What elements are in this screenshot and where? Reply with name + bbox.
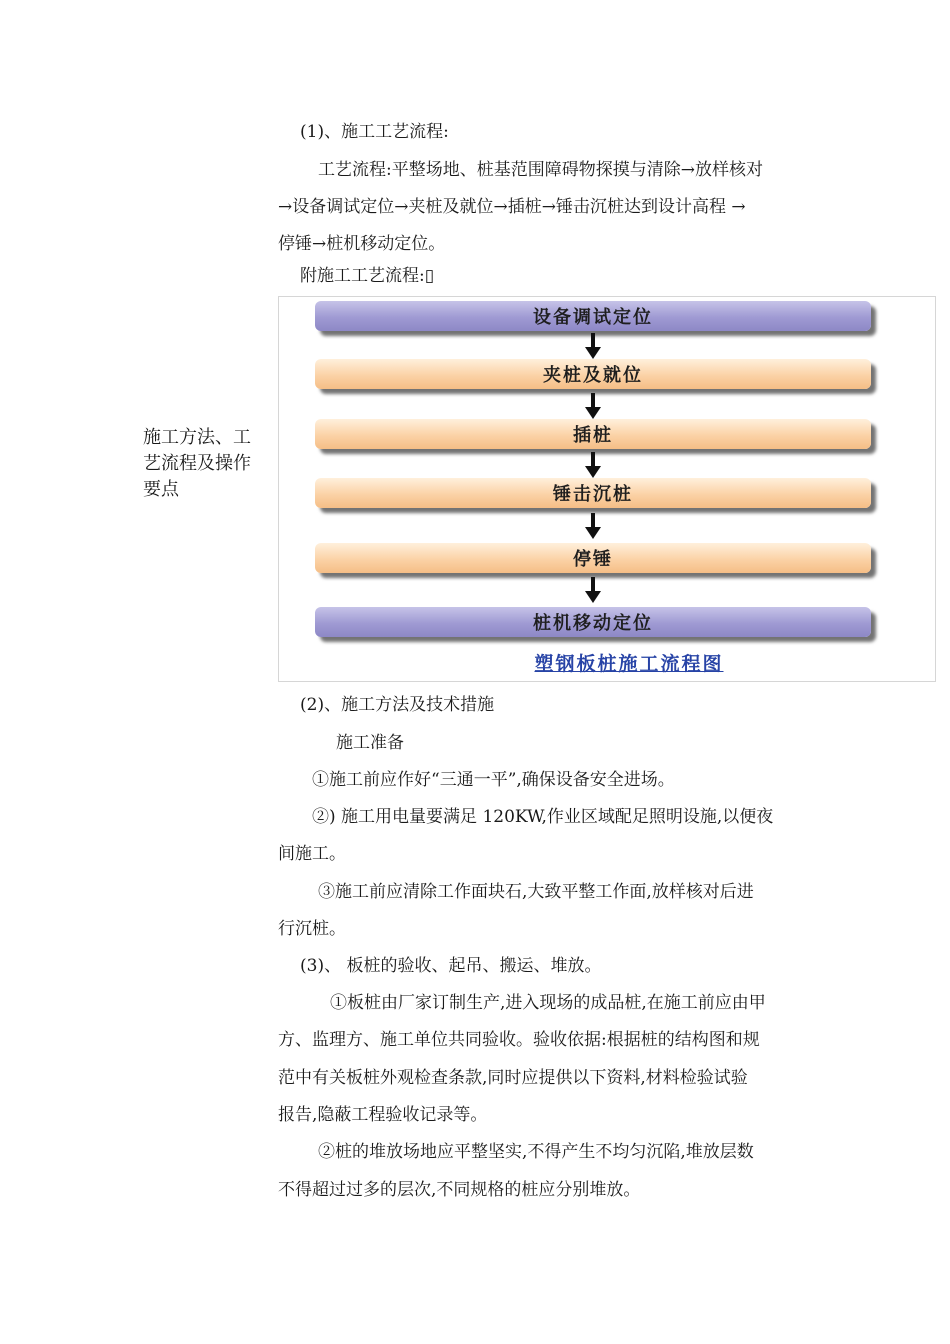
prep-item-2-line2: 间施工。 [278,844,346,864]
flow-arrow-icon [587,577,599,603]
section1-heading: (1)、施工工艺流程: [300,122,449,142]
prep-item-3-line2: 行沉桩。 [278,919,346,939]
section3-heading: (3)、 板桩的验收、起吊、搬运、堆放。 [300,956,602,976]
accept-item-2-line1: ②桩的堆放场地应平整坚实,不得产生不均匀沉陷,堆放层数 [318,1142,754,1162]
prep-item-2-line1: ②) 施工用电量要满足 120KW,作业区域配足照明设施,以便夜 [312,807,774,827]
flow-step-4: 锤击沉桩 [315,478,871,508]
flow-step-2: 夹桩及就位 [315,359,871,389]
accept-item-1-line2: 方、监理方、施工单位共同验收。验收依据:根据桩的结构图和规 [278,1030,760,1050]
flow-arrow-icon [587,393,599,419]
process-line3: 停锤→桩机移动定位。 [278,234,446,254]
flow-arrow-icon [587,333,599,359]
attached-flow-label: 附施工工艺流程:▯ [300,266,435,286]
accept-item-1-line4: 报告,隐蔽工程验收记录等。 [278,1105,488,1125]
process-line1: 工艺流程:平整场地、桩基范围障碍物探摸与清除→放样核对 [318,160,763,180]
accept-item-1-line1: ①板桩由厂家订制生产,进入现场的成品桩,在施工前应由甲 [330,993,766,1013]
flowchart-image [278,296,936,682]
accept-item-1-line3: 范中有关板桩外观检查条款,同时应提供以下资料,材料检验试验 [278,1068,748,1088]
flow-arrow-icon [587,452,599,478]
flow-step-6: 桩机移动定位 [315,607,871,637]
flowchart-caption: 塑钢板桩施工流程图 [534,653,724,675]
flow-arrow-icon [587,513,599,539]
flow-step-3: 插桩 [315,419,871,449]
flow-step-1: 设备调试定位 [315,301,871,331]
prep-item-3-line1: ③施工前应清除工作面块石,大致平整工作面,放样核对后进 [318,882,754,902]
section2-subheading: 施工准备 [336,733,404,753]
prep-item-1: ①施工前应作好“三通一平”,确保设备安全进场。 [312,770,675,790]
accept-item-2-line2: 不得超过过多的层次,不同规格的桩应分别堆放。 [278,1180,641,1200]
section2-heading: (2)、施工方法及技术措施 [300,695,495,715]
side-label: 施工方法、工艺流程及操作要点 [143,427,251,500]
flow-step-5: 停锤 [315,543,871,573]
process-line2: →设备调试定位→夹桩及就位→插桩→锤击沉桩达到设计高程 → [278,197,746,217]
